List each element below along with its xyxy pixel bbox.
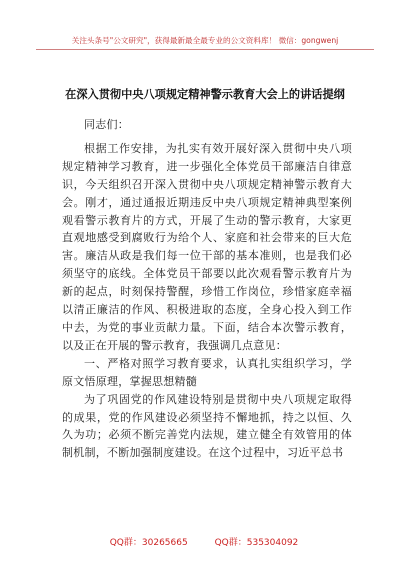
- section-heading: 一、严格对照学习教育要求，认真扎实组织学习，学原文悟原理，掌握思想精髓: [62, 356, 352, 388]
- document-body: [62, 116, 352, 462]
- footer-qq-group-1: QQ群：30265665: [109, 538, 188, 548]
- paragraph: 为了巩固党的作风建设特别是贯彻中央八项规定取得的成果，党的作风建设必须坚持不懈地抓，持之以恒、久久为功；必须不断完善党内法规，建立健全有效管用的体制机制，不断加强制度建设。在这个过程中，习近平总书: [62, 392, 352, 460]
- header-divider: [36, 49, 374, 50]
- document-title: 在深入贯彻中央八项规定精神警示教育大会上的讲话提纲: [65, 88, 345, 101]
- header-banner: 关注头条号"公文研究"，获得最新最全最专业的公文资料库！ 微信：gongwenj: [71, 36, 339, 45]
- footer: [0, 537, 408, 549]
- salutation: 同志们：: [84, 118, 129, 131]
- paragraph: 根据工作安排，为扎实有效开展好深入贯彻中央八项规定精神学习教育，进一步强化全体党员干部廉洁自律意识，今天组织召开深入贯彻中央八项规定精神警示教育大会。刚才，通过通报近期违反中央八项规定精神典型案例观看警示教育片的方式，开展了生动的警示教育，大家更直观地感受到腐败行为给个人、家庭和社会带来的巨大危害。廉洁从政是我们每一位干部的基本准则，也是我们必须坚守的底线。全体党员干部要以此次观看警示教育片为新的起点，时刻保持警醒，珍惜工作岗位，珍惜家庭幸福以清正廉洁的作风、积极进取的态度，全身心投入到工作中去，为党的事业贡献力量。下面，结合本次警示教育，以及正在开展的警示教育，我强调几点意见：: [62, 141, 352, 352]
- footer-qq-group-2: QQ群：535304092: [214, 538, 299, 548]
